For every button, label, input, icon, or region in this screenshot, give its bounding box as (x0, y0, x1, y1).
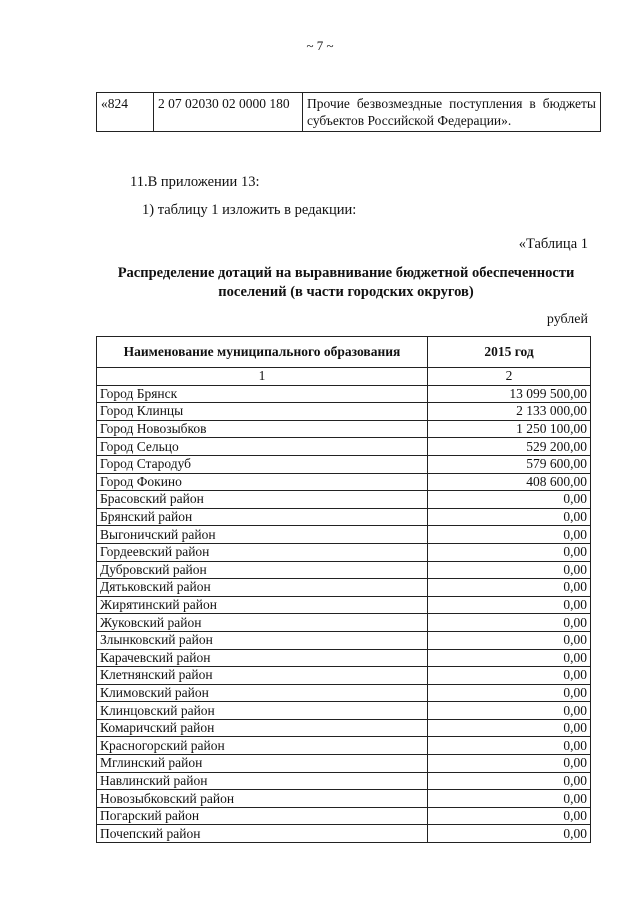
municipality-name: Комаричский район (97, 719, 428, 737)
subsidy-amount: 0,00 (428, 825, 591, 843)
table-row (97, 631, 591, 649)
municipality-name: Город Брянск (97, 385, 428, 403)
table-row (97, 526, 591, 544)
table-row (97, 508, 591, 526)
subsidy-amount: 0,00 (428, 649, 591, 667)
subsidy-amount: 579 600,00 (428, 455, 591, 473)
subsidy-amount: 0,00 (428, 508, 591, 526)
table-row (97, 385, 591, 403)
table-row (97, 719, 591, 737)
table-row (97, 790, 591, 808)
kbk-code-cell: 2 07 02030 02 0000 180 (154, 93, 303, 132)
column-header-year: 2015 год (428, 337, 591, 368)
municipality-name: Город Фокино (97, 473, 428, 491)
municipality-name: Брасовский район (97, 491, 428, 509)
municipality-name: Злынковский район (97, 631, 428, 649)
municipality-name: Жирятинский район (97, 596, 428, 614)
subsidy-amount: 0,00 (428, 755, 591, 773)
paragraph-instruction: 1) таблицу 1 изложить в редакции: (142, 202, 357, 218)
table-label: «Таблица 1 (518, 236, 588, 252)
header-row (97, 337, 591, 368)
paragraph-appendix: 11.В приложении 13: (130, 174, 260, 190)
table-row (97, 807, 591, 825)
subsidy-amount: 529 200,00 (428, 438, 591, 456)
municipality-name: Клинцовский район (97, 702, 428, 720)
subsidy-amount: 0,00 (428, 631, 591, 649)
table-row (97, 614, 591, 632)
subsidy-amount: 408 600,00 (428, 473, 591, 491)
table-row (97, 403, 591, 421)
municipality-name: Брянский район (97, 508, 428, 526)
subsidy-amount: 0,00 (428, 702, 591, 720)
subsidy-amount: 0,00 (428, 667, 591, 685)
code-prefix-cell: «824 (97, 93, 154, 132)
table-row (97, 420, 591, 438)
subsidy-amount: 0,00 (428, 807, 591, 825)
table-row (97, 579, 591, 597)
subsidy-amount: 13 099 500,00 (428, 385, 591, 403)
table-row (97, 755, 591, 773)
municipality-name: Карачевский район (97, 649, 428, 667)
municipality-name: Город Клинцы (97, 403, 428, 421)
subsidy-amount: 0,00 (428, 543, 591, 561)
municipality-name: Город Стародуб (97, 455, 428, 473)
subsidy-amount: 0,00 (428, 790, 591, 808)
municipality-name: Красногорский район (97, 737, 428, 755)
municipality-name: Почепский район (97, 825, 428, 843)
subsidy-amount: 0,00 (428, 491, 591, 509)
budget-code-table (96, 92, 601, 132)
municipality-name: Выгоничский район (97, 526, 428, 544)
table-row (97, 438, 591, 456)
municipality-name: Навлинский район (97, 772, 428, 790)
table-row (97, 684, 591, 702)
subsidy-amount: 1 250 100,00 (428, 420, 591, 438)
column-header-name: Наименование муниципального образования (97, 337, 428, 368)
description-cell: Прочие безвозмездные поступления в бюджеты субъектов Российской Федерации». (303, 93, 601, 132)
subsidy-amount: 0,00 (428, 737, 591, 755)
table-row (97, 561, 591, 579)
document-title: Распределение дотаций на выравнивание бюджетной обеспеченности поселений (в части городских округов) (117, 265, 575, 300)
subsidy-amount: 0,00 (428, 526, 591, 544)
municipality-name: Клетнянский район (97, 667, 428, 685)
municipality-name: Мглинский район (97, 755, 428, 773)
units-label: рублей (546, 312, 588, 327)
subsidy-amount: 0,00 (428, 579, 591, 597)
subsidy-amount: 2 133 000,00 (428, 403, 591, 421)
municipality-name: Дубровский район (97, 561, 428, 579)
subsidy-amount: 0,00 (428, 596, 591, 614)
subsidy-amount: 0,00 (428, 684, 591, 702)
municipality-name: Погарский район (97, 807, 428, 825)
subsidy-amount: 0,00 (428, 614, 591, 632)
municipality-name: Дятьковский район (97, 579, 428, 597)
municipality-name: Город Новозыбков (97, 420, 428, 438)
table-row (97, 737, 591, 755)
table-row (97, 825, 591, 843)
table-row (97, 473, 591, 491)
table-row (97, 702, 591, 720)
subsidy-table (96, 336, 591, 843)
table-row (97, 455, 591, 473)
table-row (97, 596, 591, 614)
municipality-name: Климовский район (97, 684, 428, 702)
column-number-2: 2 (428, 368, 591, 386)
table-row (97, 649, 591, 667)
subsidy-amount: 0,00 (428, 719, 591, 737)
table-row (97, 667, 591, 685)
page-number: ~ 7 ~ (306, 38, 334, 53)
table-row (97, 543, 591, 561)
table-row (97, 93, 601, 132)
municipality-name: Гордеевский район (97, 543, 428, 561)
subsidy-amount: 0,00 (428, 772, 591, 790)
municipality-name: Город Сельцо (97, 438, 428, 456)
table-row (97, 772, 591, 790)
column-number-row (97, 368, 591, 386)
subsidy-amount: 0,00 (428, 561, 591, 579)
column-number-1: 1 (97, 368, 428, 386)
table-row (97, 491, 591, 509)
municipality-name: Жуковский район (97, 614, 428, 632)
municipality-name: Новозыбковский район (97, 790, 428, 808)
